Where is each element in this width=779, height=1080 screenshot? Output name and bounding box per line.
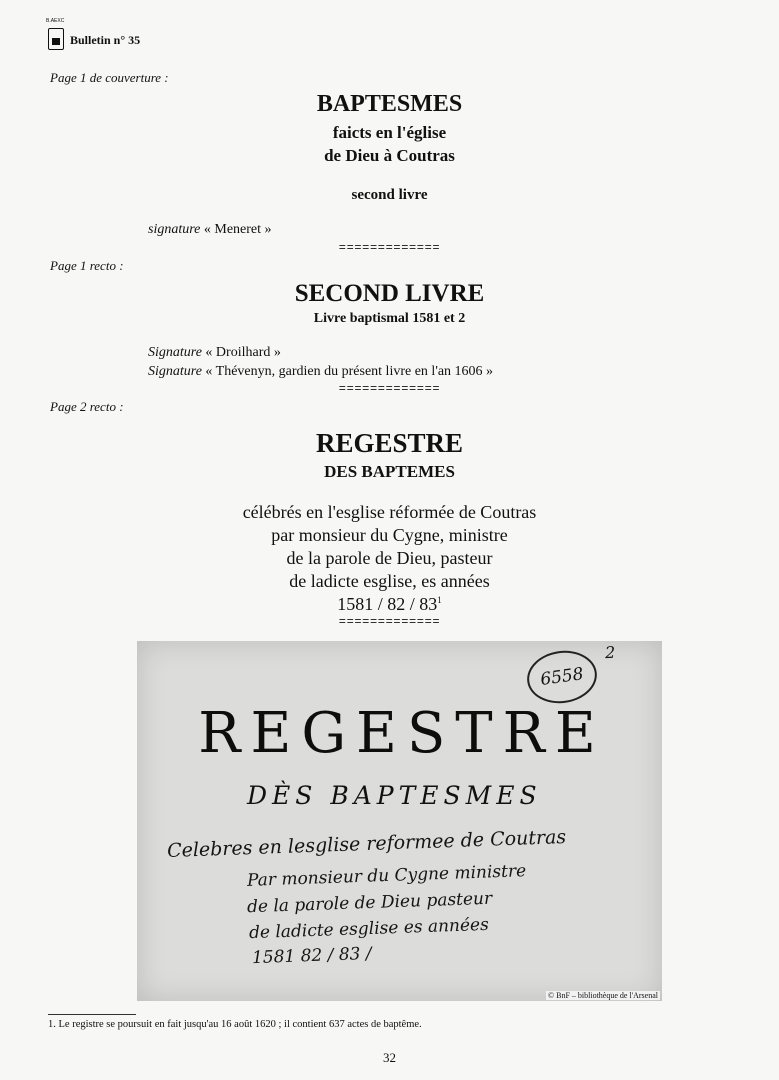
recto1-signature-1	[148, 345, 281, 361]
recto2-line-3: de la parole de Dieu, pasteur	[286, 548, 493, 568]
bulletin-number: Bulletin n° 35	[70, 33, 141, 47]
manuscript-handwriting-3: de la parole de Dieu pasteur	[246, 888, 493, 918]
manuscript-handwriting-4: de ladicte esglise es années	[248, 914, 490, 944]
recto1-signature-2-value: « Thévenyn, gardien du présent livre en l'an 1606 »	[205, 364, 494, 379]
recto1-title: SECOND LIVRE	[294, 280, 485, 307]
recto2-subtitle: DES BAPTEMES	[324, 462, 455, 481]
recto1-label: Page 1 recto :	[50, 258, 124, 273]
recto1-signature-2-label: Signature	[148, 364, 202, 379]
logo-mini-text: B.AEXC	[46, 18, 65, 24]
recto1-signature-1-value: « Droilhard »	[205, 345, 281, 360]
footnote-reference: 1	[437, 595, 442, 605]
separator-2: =============	[338, 382, 441, 396]
stamp-note: 2	[604, 642, 616, 663]
recto2-label: Page 2 recto :	[50, 399, 124, 414]
recto2-line-4: de ladicte esglise, es années	[289, 571, 490, 591]
manuscript-title: REGESTRE	[198, 701, 606, 766]
recto2-title: REGESTRE	[315, 428, 464, 458]
manuscript-subtitle: DÈS BAPTESMES	[247, 781, 542, 810]
cover-title: BAPTESMES	[316, 91, 463, 117]
cover-line-2: de Dieu à Coutras	[324, 146, 455, 165]
recto2-line-1: célébrés en l'esglise réformée de Coutras	[242, 502, 537, 522]
library-stamp: 6558	[524, 646, 601, 707]
cover-signature	[148, 222, 272, 238]
cover-signature-label: signature	[148, 222, 201, 237]
cover-signature-value: « Meneret »	[203, 222, 272, 237]
page-header	[48, 16, 140, 48]
manuscript-handwriting-1: Celebres en lesglise reformee de Coutras	[166, 826, 567, 862]
photo-credit: © BnF – bibliothèque de l'Arsenal	[548, 991, 658, 1000]
recto1-signature-2	[148, 364, 493, 380]
manuscript-handwriting-2: Par monsieur du Cygne ministre	[246, 861, 527, 891]
footnote-rule	[48, 1014, 136, 1015]
cover-line-1: faicts en l'église	[332, 123, 447, 142]
manuscript-handwriting-5: 1581 82 / 83 /	[251, 943, 372, 969]
recto2-line-2: par monsieur du Cygne, ministre	[271, 525, 508, 545]
recto1-subtitle: Livre baptismal 1581 et 2	[313, 311, 466, 326]
footnote: 1. Le registre se poursuit en fait jusqu'au 16 août 1620 ; il contient 637 actes de baptême.	[48, 1019, 422, 1030]
recto2-years: 1581 / 82 / 83	[337, 594, 438, 614]
cover-line-3: second livre	[351, 187, 428, 203]
recto1-signature-1-label: Signature	[148, 345, 202, 360]
recto2-years-line	[0, 594, 779, 615]
cover-label: Page 1 de couverture :	[50, 70, 169, 85]
manuscript-photo	[137, 641, 662, 1001]
page-number: 32	[383, 1050, 396, 1065]
separator-1: =============	[338, 241, 441, 255]
bulletin-logo	[48, 20, 66, 48]
separator-3: =============	[338, 615, 441, 629]
